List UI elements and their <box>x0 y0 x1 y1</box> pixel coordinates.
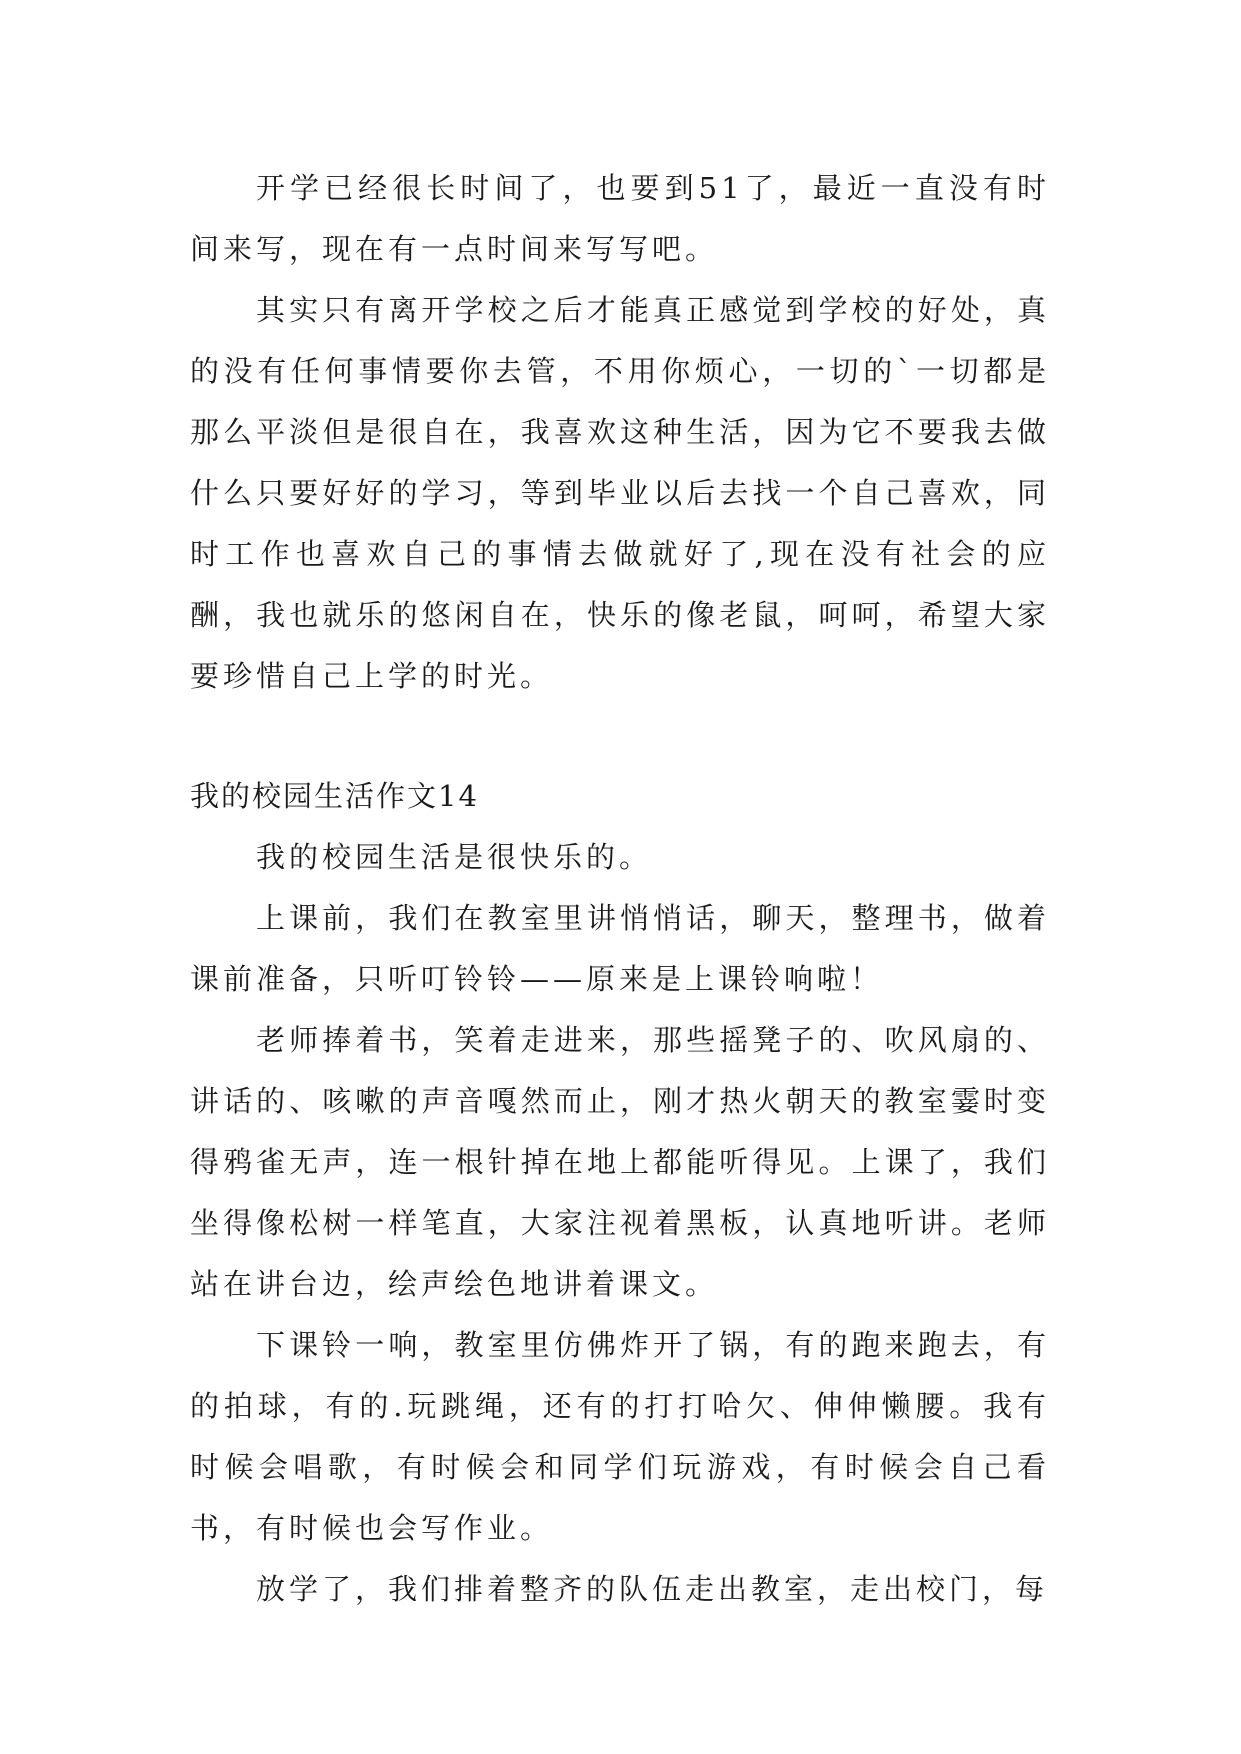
paragraph: 放学了，我们排着整齐的队伍走出教室，走出校门，每 <box>256 1572 1049 1606</box>
paragraph: 我的校园生活是很快乐的。 <box>256 840 653 874</box>
paragraph: 下课铃一响，教室里仿佛炸开了锅，有的跑来跑去，有的拍球，有的.玩跳绳，还有的打打哈欠、伸伸懒腰。我有时候会唱歌，有时候会和同学们玩游戏，有时候会自己看书，有时候也会写作业。 <box>190 1328 1050 1545</box>
paragraph: 老师捧着书，笑着走进来，那些摇凳子的、吹风扇的、讲话的、咳嗽的声音嘎然而止，刚才热火朝天的教室霎时变得鸦雀无声，连一根针掉在地上都能听得见。上课了，我们坐得像松树一样笔直，大家注视着黑板，认真地听讲。老师站在讲台边，绘声绘色地讲着课文。 <box>190 1023 1050 1301</box>
paragraph: 其实只有离开学校之后才能真正感觉到学校的好处，真的没有任何事情要你去管，不用你烦心，一切的`一切都是那么平淡但是很自在，我喜欢这种生活，因为它不要我去做什么只要好好的学习，等到毕业以后去找一个自己喜欢，同时工作也喜欢自己的事情去做就好了,现在没有社会的应酬，我也就乐的悠闲自在，快乐的像老鼠，呵呵，希望大家要珍惜自己上学的时光。 <box>190 293 1050 693</box>
section-gap <box>190 707 1050 766</box>
paragraph: 上课前，我们在教室里讲悄悄话，聊天，整理书，做着课前准备，只听叮铃铃——原来是上课铃响啦！ <box>190 901 1050 996</box>
paragraph: 开学已经很长时间了，也要到51了，最近一直没有时间来写，现在有一点时间来写写吧。 <box>190 171 1050 266</box>
document-body <box>190 158 1050 1620</box>
section-heading: 我的校园生活作文14 <box>190 779 479 813</box>
